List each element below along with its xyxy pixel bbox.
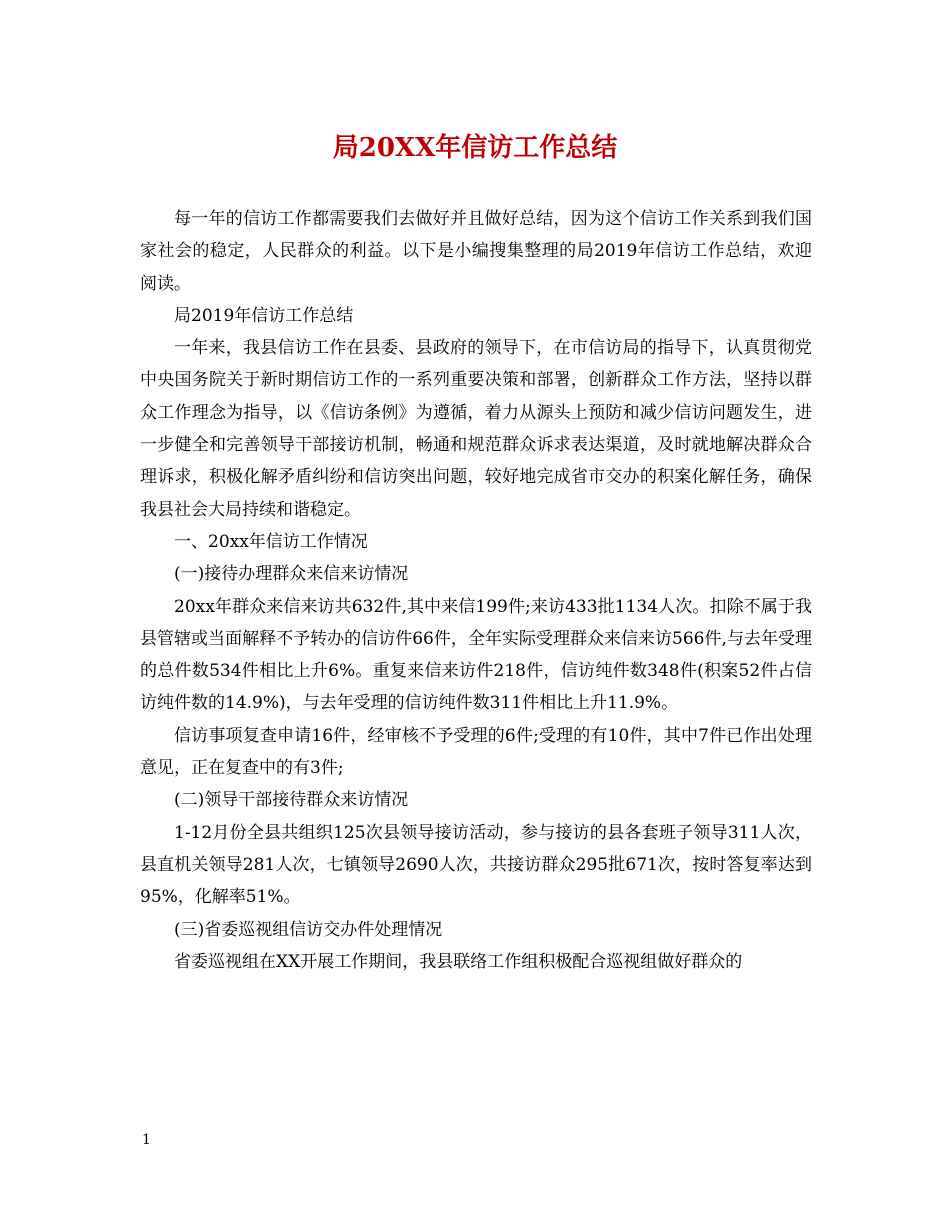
- paragraph-review-requests: 信访事项复查申请16件，经审核不予受理的6件;受理的有10件，其中7件已作出处理意见，正在复查中的有3件;: [140, 725, 812, 779]
- paragraph-leader-reception: 1-12月份全县共组织125次县领导接访活动，参与接访的县各套班子领导311人次，县直机关领导281人次，七镇领导2690人次，共接访群众295批671次，按时答复率达到95%，化解率51%。: [140, 822, 812, 908]
- paragraph-letters-visits: 20xx年群众来信来访共632件,其中来信199件;来访433批1134人次。扣除不属于我县管辖或当面解释不予转办的信访件66件，全年实际受理群众来信来访566件,与去年受理的总件数534件相比上升6%。重复来信来访件218件，信访纯件数348件(积案52件占信访纯件数的14.9%)，与去年受理的信访纯件数311件相比上升11.9%。: [140, 596, 812, 714]
- paragraph-inspection-group: 省委巡视组在XX开展工作期间，我县联络工作组积极配合巡视组做好群众的: [174, 951, 743, 972]
- paragraph-subtitle: 局2019年信访工作总结: [174, 305, 354, 326]
- page-number: 1: [142, 1132, 151, 1148]
- subsection-heading-1: (一)接待办理群众来信来访情况: [174, 564, 409, 585]
- document-title: 局20XX年信访工作总结: [332, 133, 618, 163]
- subsection-heading-2: (二)领导干部接待群众来访情况: [174, 790, 409, 811]
- document-body: [140, 203, 812, 978]
- paragraph-overview: 一年来，我县信访工作在县委、县政府的领导下，在市信访局的指导下，认真贯彻党中央国务院关于新时期信访工作的一系列重要决策和部署，创新群众工作方法，坚持以群众工作理念为指导，以《信访条例》为遵循，着力从源头上预防和减少信访问题发生，进一步健全和完善领导干部接访机制，畅通和规范群众诉求表达渠道，及时就地解决群众合理诉求，积极化解矛盾纠纷和信访突出问题，较好地完成省市交办的积案化解任务，确保我县社会大局持续和谐稳定。: [140, 338, 812, 520]
- section-heading-1: 一、20xx年信访工作情况: [174, 531, 368, 552]
- subsection-heading-3: (三)省委巡视组信访交办件处理情况: [174, 919, 443, 940]
- paragraph-intro: 每一年的信访工作都需要我们去做好并且做好总结，因为这个信访工作关系到我们国家社会的稳定，人民群众的利益。以下是小编搜集整理的局2019年信访工作总结，欢迎阅读。: [140, 209, 812, 294]
